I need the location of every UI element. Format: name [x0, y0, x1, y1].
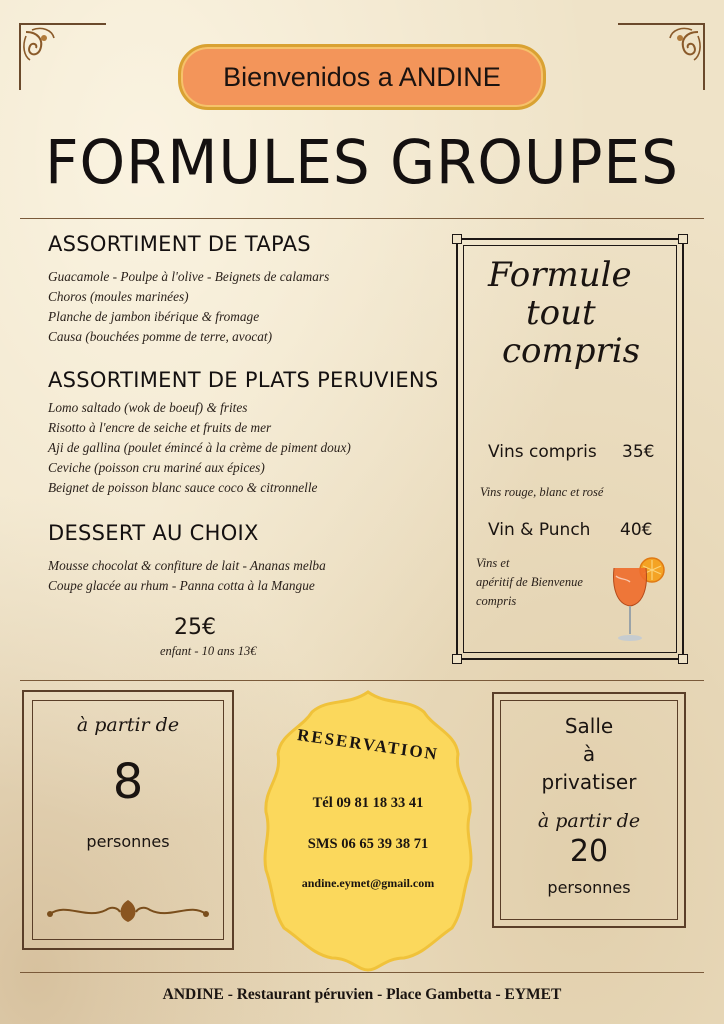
list-item: Planche de jambon ibérique & fromage [48, 309, 260, 324]
salle-title-line: Salle [564, 714, 614, 738]
list-item: Lomo saltado (wok de boeuf) & frites [48, 400, 248, 415]
corner-ornament-right-icon [616, 22, 706, 92]
option1-price: 35€ [622, 442, 655, 462]
tapas-list [48, 267, 329, 347]
list-item: Causa (bouchées pomme de terre, avocat) [48, 329, 273, 344]
list-item: Mousse chocolat & confiture de lait - Ananas melba [48, 558, 326, 573]
divider-middle [20, 680, 704, 681]
option1-desc: Vins rouge, blanc et rosé [480, 485, 604, 499]
list-item: Beignet de poisson blanc sauce coco & citronnelle [48, 480, 318, 495]
option2-desc [476, 554, 583, 611]
reservation-tel[interactable]: Tél 09 81 18 33 41 [312, 795, 424, 811]
list-item: Aji de gallina (poulet émincé à la crème de piment doux) [48, 440, 351, 455]
min-group-number: 8 [112, 754, 144, 810]
list-item: Choros (moules marinées) [48, 289, 189, 304]
salle-title-line: privatiser [541, 770, 637, 794]
option2-desc-line: apéritif de Bienvenue [476, 575, 583, 589]
welcome-banner [178, 44, 546, 110]
flourish-ornament-icon [46, 896, 210, 924]
salle-title-line: à [582, 742, 596, 766]
min-group-prefix: à partir de [76, 714, 180, 736]
frame-corner-tl [452, 234, 462, 244]
dessert-list [48, 556, 326, 596]
list-item: Coupe glacée au rhum - Panna cotta à la Mangue [48, 578, 315, 593]
formule-title [488, 256, 640, 370]
reservation-title: RESERVATION [296, 725, 441, 764]
option1-label: Vins compris [488, 442, 597, 462]
list-item: Ceviche (poisson cru mariné aux épices) [48, 460, 265, 475]
salle-title [500, 712, 678, 796]
plats-list [48, 398, 351, 498]
divider-bottom [20, 972, 704, 973]
footer-text: ANDINE - Restaurant péruvien - Place Gambetta - EYMET [162, 986, 562, 1003]
salle-prefix: à partir de [537, 810, 641, 832]
list-item: Risotto à l'encre de seiche et fruits de mer [48, 420, 272, 435]
salle-number: 20 [569, 834, 609, 869]
dessert-heading: DESSERT AU CHOIX [48, 521, 259, 545]
adult-price: 25€ [174, 615, 216, 640]
reservation-email[interactable]: andine.eymet@gmail.com [301, 876, 435, 890]
frame-corner-bl [452, 654, 462, 664]
min-group-unit: personnes [86, 832, 170, 851]
corner-ornament-left-icon [18, 22, 108, 92]
option2-desc-line: compris [476, 594, 517, 608]
page-title: FORMULES GROUPES [45, 126, 679, 198]
formule-title-line: Formule [488, 255, 632, 295]
list-item: Guacamole - Poulpe à l'olive - Beignets de calamars [48, 269, 330, 284]
child-price: enfant - 10 ans 13€ [160, 644, 257, 658]
formule-title-line: compris [502, 331, 641, 371]
welcome-text: Bienvenidos a ANDINE [223, 61, 501, 92]
reservation-sms[interactable]: SMS 06 65 39 38 71 [307, 836, 429, 852]
option2-desc-line: Vins et [476, 556, 510, 570]
frame-corner-tr [678, 234, 688, 244]
frame-corner-br [678, 654, 688, 664]
cocktail-glass-icon [606, 556, 670, 646]
formule-title-line: tout [526, 293, 596, 333]
salle-unit: personnes [547, 878, 631, 897]
tapas-heading: ASSORTIMENT DE TAPAS [48, 232, 311, 256]
option2-label: Vin & Punch [488, 520, 591, 540]
option2-price: 40€ [620, 520, 653, 540]
plats-heading: ASSORTIMENT DE PLATS PERUVIENS [48, 368, 439, 392]
divider-top [20, 218, 704, 219]
